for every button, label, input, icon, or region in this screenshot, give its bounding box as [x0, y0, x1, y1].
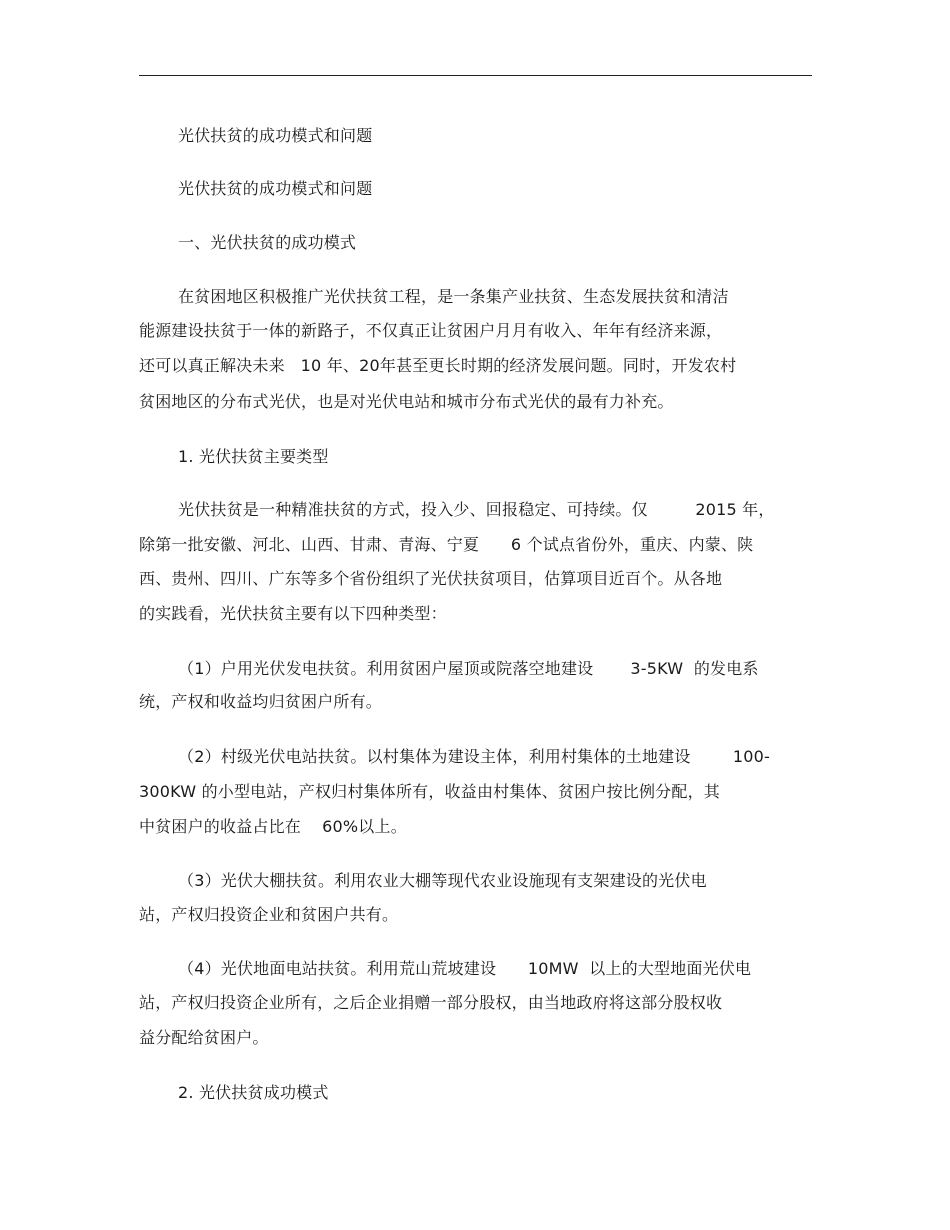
paragraph-line: （4）光伏地面电站扶贫。利用荒山荒坡建设 10MW 以上的大型地面光伏电 [178, 959, 752, 978]
paragraph-line: 站，产权归投资企业和贫困户共有。 [139, 905, 399, 924]
paragraph-line: 能源建设扶贫于一体的新路子，不仅真正让贫困户月月有收入、年年有经济来源， [139, 321, 723, 340]
subsection-heading: 1. 光伏扶贫主要类型 [178, 447, 329, 466]
paragraph-line: 益分配给贫困户。 [139, 1028, 269, 1047]
document-subtitle: 光伏扶贫的成功模式和问题 [178, 179, 373, 198]
paragraph-line: 西、贵州、四川、广东等多个省份组织了光伏扶贫项目，估算项目近百个。从各地 [139, 569, 723, 588]
paragraph-line: （1）户用光伏发电扶贫。利用贫困户屋顶或院落空地建设 3-5KW 的发电系 [178, 659, 759, 678]
section-heading: 一、光伏扶贫的成功模式 [178, 233, 357, 252]
paragraph-line: 除第一批安徽、河北、山西、甘肃、青海、宁夏 6 个试点省份外，重庆、内蒙、陕 [139, 535, 754, 554]
subsection-heading: 2. 光伏扶贫成功模式 [178, 1083, 329, 1102]
paragraph-line: 光伏扶贫是一种精准扶贫的方式，投入少、回报稳定、可持续。仅 2015 年， [178, 500, 775, 519]
paragraph-line: （2）村级光伏电站扶贫。以村集体为建设主体，利用村集体的土地建设 100- [178, 747, 770, 766]
paragraph-line: 在贫困地区积极推广光伏扶贫工程，是一条集产业扶贫、生态发展扶贫和清洁 [178, 287, 729, 306]
paragraph-line: 站，产权归投资企业所有，之后企业捐赠一部分股权，由当地政府将这部分股权收 [139, 993, 723, 1012]
document-title: 光伏扶贫的成功模式和问题 [178, 126, 373, 145]
paragraph-line: 还可以真正解决未来 10 年、20年甚至更长时期的经济发展问题。同时，开发农村 [139, 356, 737, 375]
paragraph-line: 300KW 的小型电站，产权归村集体所有，收益由村集体、贫困户按比例分配，其 [139, 782, 720, 801]
header-rule [139, 75, 812, 76]
paragraph-line: 中贫困户的收益占比在 60%以上。 [139, 817, 407, 836]
paragraph-line: 贫困地区的分布式光伏，也是对光伏电站和城市分布式光伏的最有力补充。 [139, 392, 674, 411]
paragraph-line: 统，产权和收益均归贫困户所有。 [139, 692, 383, 711]
paragraph-line: （3）光伏大棚扶贫。利用农业大棚等现代农业设施现有支架建设的光伏电 [178, 871, 707, 890]
paragraph-line: 的实践看，光伏扶贫主要有以下四种类型： [139, 604, 447, 623]
